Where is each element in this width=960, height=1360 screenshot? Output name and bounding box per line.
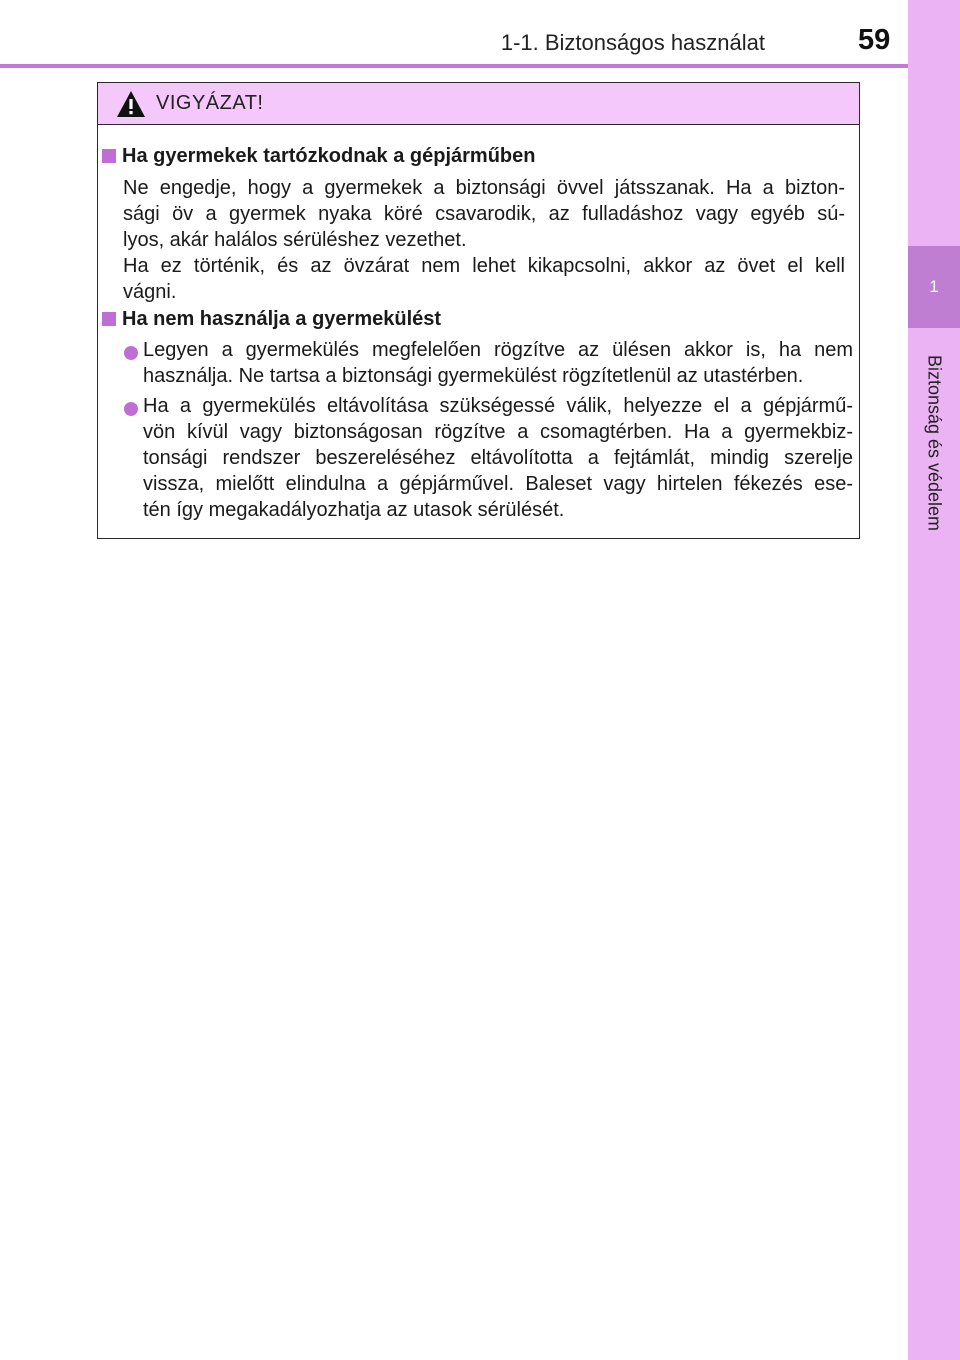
section-heading-child-seat-not-used xyxy=(102,305,441,333)
square-bullet-icon xyxy=(102,149,116,163)
caution-header xyxy=(98,83,859,125)
caution-label: VIGYÁZAT! xyxy=(156,92,264,114)
text-line: Ne engedje, hogy a gyermekek a biztonsági övvel játsszanak. Ha a bizton- xyxy=(123,177,845,199)
side-tab-chapter-number: 1 xyxy=(908,246,960,328)
square-bullet-icon xyxy=(102,312,116,326)
text-line: sági öv a gyermek nyaka köré csavarodik, az fulladáshoz vagy egyéb sú- xyxy=(123,203,845,225)
text-line: lyos, akár halálos sérüléshez vezethet. xyxy=(123,229,467,251)
text-line: Ha a gyermekülés eltávolítása szükségessé válik, helyezze el a gépjármű- xyxy=(143,395,853,417)
section-heading-text: Ha gyermekek tartózkodnak a gépjárműben xyxy=(122,145,536,167)
round-bullet-icon xyxy=(124,346,138,360)
round-bullet-icon xyxy=(124,402,138,416)
side-tab-strip xyxy=(908,0,960,1360)
text-line: vön kívül vagy biztonságosan rögzítve a csomagtérben. Ha a gyermekbiz- xyxy=(143,421,853,443)
text-line: vissza, mielőtt elindulna a gépjárművel. Baleset vagy hirtelen fékezés ese- xyxy=(143,473,853,495)
text-line: Ha ez történik, és az övzárat nem lehet kikapcsolni, akkor az övet el kell xyxy=(123,255,845,277)
text-line: használja. Ne tartsa a biztonsági gyermekülést rögzítetlenül az utastérben. xyxy=(143,365,804,387)
caution-box xyxy=(97,82,860,539)
section-heading-children-in-vehicle xyxy=(102,142,535,170)
section-paragraph xyxy=(123,175,845,305)
side-tab-chapter-label: Biztonság és védelem xyxy=(924,354,945,532)
text-line: tén így megakadályozhatja az utasok sérülését. xyxy=(143,499,565,521)
page-number: 59 xyxy=(858,24,891,56)
text-line: vágni. xyxy=(123,281,177,303)
bullet-paragraph xyxy=(143,393,853,523)
text-line: Legyen a gyermekülés megfelelően rögzítve az ülésen akkor is, ha nem xyxy=(143,339,853,361)
section-title: 1-1. Biztonságos használat xyxy=(500,30,765,55)
section-heading-text: Ha nem használja a gyermekülést xyxy=(122,308,442,330)
header-divider xyxy=(0,64,908,68)
bullet-paragraph xyxy=(143,337,853,389)
warning-triangle-icon xyxy=(116,90,146,118)
text-line: tonsági rendszer beszereléséhez eltávolította a fejtámlát, mindig szerelje xyxy=(143,447,853,469)
